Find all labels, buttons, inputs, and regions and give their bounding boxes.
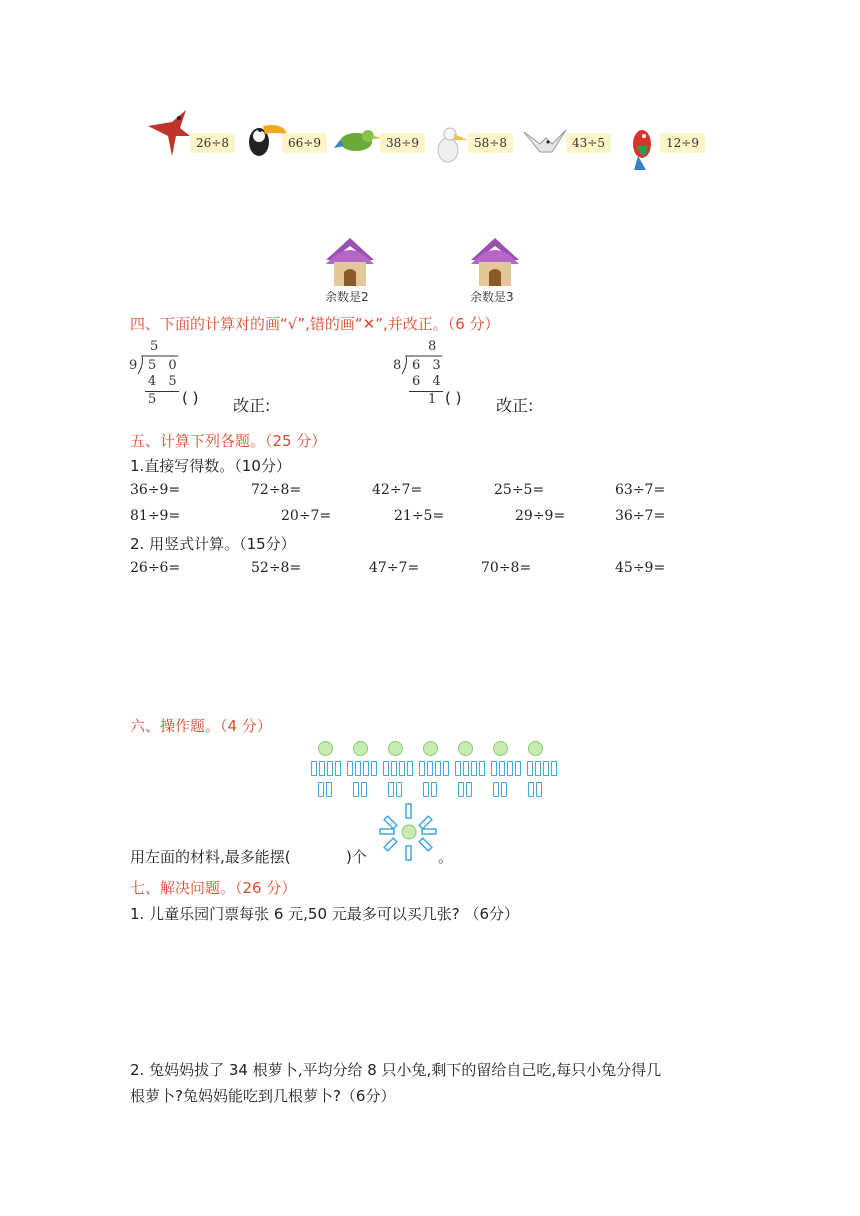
section-6-heading: 六、操作题。（4 分） xyxy=(130,717,272,735)
correction-label: 改正: xyxy=(233,396,271,415)
ball-icon xyxy=(528,741,543,756)
red-bird-icon xyxy=(146,106,196,158)
stick-row xyxy=(311,761,563,776)
equation: 36÷7= xyxy=(615,508,666,524)
seagull-icon xyxy=(522,124,568,164)
green-bird-icon xyxy=(334,124,382,160)
stick-row xyxy=(318,782,563,797)
question-2-line-2: 根萝卜?兔妈妈能吃到几根萝卜?（6分） xyxy=(130,1087,396,1105)
house-label: 余数是2 xyxy=(325,290,369,304)
equation: 26÷6= xyxy=(130,560,181,576)
toucan-icon xyxy=(243,116,287,160)
ball-icon xyxy=(458,741,473,756)
equation: 63÷7= xyxy=(615,482,666,498)
ball-icon xyxy=(423,741,438,756)
equation: 42÷7= xyxy=(372,482,423,498)
section-5-heading: 五、计算下列各题。（25 分） xyxy=(130,432,327,450)
pelican-icon xyxy=(434,124,468,166)
equation: 36÷9= xyxy=(130,482,181,498)
equation: 20÷7= xyxy=(281,508,332,524)
bird-problem: 12÷9 xyxy=(660,133,705,153)
question-2-line-1: 2. 兔妈妈拔了 34 根萝卜,平均分给 8 只小兔,剩下的留给自己吃,每只小兔分得几 xyxy=(130,1061,662,1079)
equation: 81÷9= xyxy=(130,508,181,524)
bird-problem: 58÷8 xyxy=(468,133,513,153)
part-2-title: 2. 用竖式计算。（15分） xyxy=(130,535,296,553)
ball-icon xyxy=(493,741,508,756)
question-part-a: 用左面的材料,最多能摆( xyxy=(130,848,291,866)
ball-icon xyxy=(353,741,368,756)
parrot-icon xyxy=(626,124,660,172)
answer-paren[interactable]: ( ) xyxy=(182,389,199,407)
equation: 47÷7= xyxy=(369,560,420,576)
bird-problem: 26÷8 xyxy=(190,133,235,153)
equation: 72÷8= xyxy=(251,482,302,498)
correction-label: 改正: xyxy=(496,396,534,415)
equation: 45÷9= xyxy=(615,560,666,576)
house-icon xyxy=(467,236,523,288)
bird-problem: 66÷9 xyxy=(282,133,327,153)
answer-paren[interactable]: ( ) xyxy=(445,389,462,407)
equation: 70÷8= xyxy=(481,560,532,576)
question-part-b: )个 xyxy=(346,848,367,866)
section-7-heading: 七、解决问题。（26 分） xyxy=(130,879,297,897)
equation: 25÷5= xyxy=(494,482,545,498)
sun-shape-icon xyxy=(376,800,440,864)
equation: 29÷9= xyxy=(515,508,566,524)
house-label: 余数是3 xyxy=(470,290,514,304)
bird-problem: 43÷5 xyxy=(566,133,611,153)
equation: 21÷5= xyxy=(394,508,445,524)
bird-problem: 38÷9 xyxy=(380,133,425,153)
ball-icon xyxy=(388,741,403,756)
house-icon xyxy=(322,236,378,288)
ball-icon xyxy=(318,741,333,756)
equation: 52÷8= xyxy=(251,560,302,576)
question-end: 。 xyxy=(438,848,454,866)
question-1: 1. 儿童乐园门票每张 6 元,50 元最多可以买几张? （6分） xyxy=(130,905,520,923)
part-1-title: 1.直接写得数。（10分） xyxy=(130,457,291,475)
section-4-heading: 四、下面的计算对的画“√”,错的画“✕”,并改正。（6 分） xyxy=(130,315,500,333)
